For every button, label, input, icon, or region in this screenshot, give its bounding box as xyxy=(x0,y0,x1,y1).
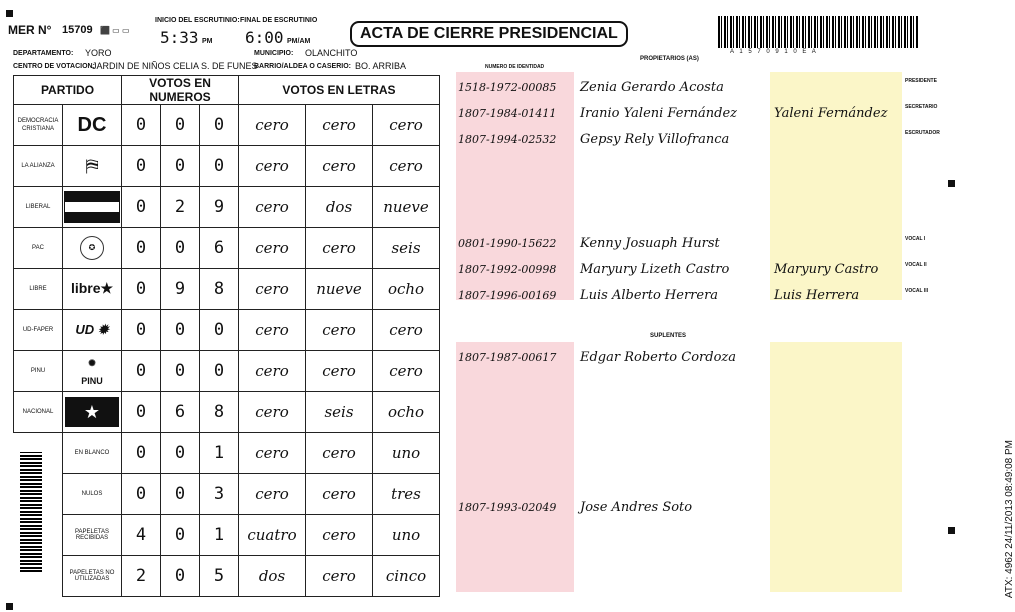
party-logo xyxy=(63,351,122,392)
row-label: VOCAL I xyxy=(905,236,926,242)
vote-digit: 0 xyxy=(122,187,161,228)
vote-word: cero xyxy=(306,556,373,597)
corner-mark xyxy=(6,10,13,17)
suplentes-label: SUPLENTES xyxy=(650,333,687,339)
ud-logo: UD ✹ xyxy=(75,322,109,337)
vote-word: cero xyxy=(306,146,373,187)
party-name: PINU xyxy=(14,351,63,392)
inicio-time: 5:33 xyxy=(160,28,199,47)
vote-word: cero xyxy=(306,474,373,515)
row-label: VOCAL III xyxy=(905,288,928,294)
party-row xyxy=(14,187,440,228)
member-id: 0801-1990-15622 xyxy=(458,237,557,250)
suplente-id: 1807-1993-02049 xyxy=(458,501,557,514)
member-signature: Luis Herrera xyxy=(774,288,860,303)
suplente-row xyxy=(458,350,736,370)
logo-text: ⬛ ▭ ▭ xyxy=(100,26,130,35)
departamento-label: DEPARTAMENTO: xyxy=(13,50,74,57)
vote-word: cero xyxy=(306,515,373,556)
departamento-value: YORO xyxy=(85,48,112,58)
col-letras: VOTOS EN LETRAS xyxy=(239,76,440,105)
member-row xyxy=(458,288,860,308)
vote-word: cero xyxy=(239,269,306,310)
final-label: FINAL DE ESCRUTINIO xyxy=(240,17,318,24)
vote-digit: 0 xyxy=(200,310,239,351)
vote-word: cuatro xyxy=(239,515,306,556)
vote-digit: 0 xyxy=(161,556,200,597)
member-name: Iranio Yaleni Fernández xyxy=(580,106,738,121)
suplente-id: 1807-1987-00617 xyxy=(458,351,557,364)
total-label: EN BLANCO xyxy=(63,433,122,474)
member-name: Kenny Josuaph Hurst xyxy=(580,236,720,251)
row-label: SECRETARIO xyxy=(905,104,938,110)
member-name: Gepsy Rely Villofranca xyxy=(580,132,730,147)
party-name: PAC xyxy=(14,228,63,269)
vote-digit: 9 xyxy=(200,187,239,228)
inicio-pm: PM xyxy=(202,38,213,45)
party-row xyxy=(14,310,440,351)
party-row xyxy=(14,269,440,310)
party-name: DEMOCRACIA CRISTIANA xyxy=(14,105,63,146)
member-id: 1807-1996-00169 xyxy=(458,289,557,302)
alianza-flag-icon: ⛿ xyxy=(85,155,99,176)
final-pm: PM/AM xyxy=(287,38,311,45)
final-time: 6:00 xyxy=(245,28,284,47)
total-row xyxy=(14,515,440,556)
vote-digit: 0 xyxy=(122,474,161,515)
votes-table xyxy=(13,75,440,597)
party-logo xyxy=(63,228,122,269)
vote-digit: 0 xyxy=(161,474,200,515)
vote-digit: 0 xyxy=(161,310,200,351)
member-signature: Maryury Castro xyxy=(774,262,879,277)
timestamp-stamp: ATX: 4962 24/11/2013 08:49:08 PM xyxy=(1004,440,1015,599)
party-logo xyxy=(63,269,122,310)
vote-digit: 0 xyxy=(200,105,239,146)
mer-label: MER N° xyxy=(8,23,52,37)
pac-seal-icon: ✪ xyxy=(80,236,104,260)
vote-digit: 0 xyxy=(122,146,161,187)
vote-word: cero xyxy=(306,105,373,146)
vote-word: ocho xyxy=(373,392,440,433)
libre-logo: libre★ xyxy=(70,280,114,296)
mer-number: 15709 xyxy=(62,24,93,36)
inicio-label: INICIO DEL ESCRUTINIO: xyxy=(155,17,240,24)
vote-word: seis xyxy=(306,392,373,433)
vote-digit: 1 xyxy=(200,433,239,474)
party-name: LIBRE xyxy=(14,269,63,310)
member-id: 1807-1984-01411 xyxy=(458,107,557,120)
centro-label: CENTRO DE VOTACION: xyxy=(13,63,95,70)
vote-word: cero xyxy=(239,474,306,515)
party-row xyxy=(14,146,440,187)
member-row xyxy=(458,132,730,152)
vote-word: cero xyxy=(373,105,440,146)
suplente-id-bg xyxy=(456,342,574,592)
barcode xyxy=(718,16,918,48)
col-numeros: VOTOS EN NUMEROS xyxy=(122,76,239,105)
party-row xyxy=(14,228,440,269)
party-name: UD-FAPER xyxy=(14,310,63,351)
vote-digit: 0 xyxy=(161,146,200,187)
total-label: PAPELETAS RECIBIDAS xyxy=(63,515,122,556)
page-title: ACTA DE CIERRE PRESIDENCIAL xyxy=(350,21,628,47)
member-name: Zenia Gerardo Acosta xyxy=(580,80,724,95)
barrio-label: BARRIO/ALDEA O CASERIO: xyxy=(254,63,351,70)
member-id: 1518-1972-00085 xyxy=(458,81,557,94)
member-id: 1807-1992-00998 xyxy=(458,263,557,276)
suplente-signature-bg xyxy=(770,342,902,592)
vote-word: nueve xyxy=(373,187,440,228)
vote-digit: 0 xyxy=(122,351,161,392)
total-row xyxy=(14,474,440,515)
party-row xyxy=(14,392,440,433)
suplente-name: Jose Andres Soto xyxy=(580,500,693,515)
vertical-barcode xyxy=(20,452,42,572)
vote-word: uno xyxy=(373,515,440,556)
vote-word: cero xyxy=(239,228,306,269)
vote-word: cero xyxy=(373,310,440,351)
vote-word: cero xyxy=(306,433,373,474)
vote-digit: 0 xyxy=(122,105,161,146)
member-id: 1807-1994-02532 xyxy=(458,133,557,146)
vote-digit: 1 xyxy=(200,515,239,556)
vote-digit: 9 xyxy=(161,269,200,310)
vote-digit: 0 xyxy=(122,433,161,474)
col-partido: PARTIDO xyxy=(14,76,122,105)
vote-digit: 4 xyxy=(122,515,161,556)
vote-word: cero xyxy=(239,105,306,146)
member-signature: Yaleni Fernández xyxy=(774,106,888,121)
corner-mark xyxy=(948,180,955,187)
vote-digit: 0 xyxy=(161,515,200,556)
barcode-text: A 1 5 7 0 9 1 0 E A xyxy=(730,49,818,55)
vote-word: nueve xyxy=(306,269,373,310)
corner-mark xyxy=(948,527,955,534)
party-logo xyxy=(63,392,122,433)
vote-word: cero xyxy=(373,146,440,187)
member-row xyxy=(458,106,888,126)
star-icon: ★ xyxy=(65,397,119,427)
vote-word: ocho xyxy=(373,269,440,310)
municipio-value: OLANCHITO xyxy=(305,48,358,58)
row-label: PRESIDENTE xyxy=(905,78,937,84)
vote-word: cero xyxy=(239,310,306,351)
dc-logo: DC xyxy=(77,113,107,136)
pinu-logo: ✺ PINU xyxy=(81,358,103,386)
vote-digit: 0 xyxy=(122,392,161,433)
member-row xyxy=(458,80,724,100)
party-row xyxy=(14,351,440,392)
vote-digit: 6 xyxy=(200,228,239,269)
vote-digit: 6 xyxy=(161,392,200,433)
vote-digit: 3 xyxy=(200,474,239,515)
vote-word: cero xyxy=(306,351,373,392)
centro-value: JARDIN DE NIÑOS CELIA S. DE FUNES xyxy=(92,61,258,71)
vote-word: uno xyxy=(373,433,440,474)
total-row xyxy=(14,433,440,474)
vote-digit: 0 xyxy=(122,269,161,310)
vote-word: dos xyxy=(306,187,373,228)
vote-word: cero xyxy=(306,228,373,269)
party-logo xyxy=(63,187,122,228)
vote-word: cero xyxy=(239,392,306,433)
row-label: ESCRUTADOR xyxy=(905,130,940,136)
party-row xyxy=(14,105,440,146)
municipio-label: MUNICIPIO: xyxy=(254,50,294,57)
vote-digit: 5 xyxy=(200,556,239,597)
vote-word: cero xyxy=(306,310,373,351)
party-name: LIBERAL xyxy=(14,187,63,228)
member-row xyxy=(458,236,720,256)
party-name: NACIONAL xyxy=(14,392,63,433)
propietarios-label: PROPIETARIOS (AS) xyxy=(640,56,699,62)
vote-word: cinco xyxy=(373,556,440,597)
vote-digit: 0 xyxy=(161,433,200,474)
total-label: PAPELETAS NO UTILIZADAS xyxy=(63,556,122,597)
numero-label: NUMERO DE IDENTIDAD xyxy=(485,64,545,70)
liberal-flag-icon xyxy=(64,191,120,223)
corner-mark xyxy=(6,603,13,610)
total-row xyxy=(14,556,440,597)
vote-digit: 2 xyxy=(122,556,161,597)
vote-digit: 0 xyxy=(122,310,161,351)
vote-word: seis xyxy=(373,228,440,269)
member-row xyxy=(458,262,879,282)
member-name: Maryury Lizeth Castro xyxy=(580,262,730,277)
member-name: Luis Alberto Herrera xyxy=(580,288,719,303)
vote-word: cero xyxy=(239,351,306,392)
suplente-row xyxy=(458,500,693,520)
party-name: LA ALIANZA xyxy=(14,146,63,187)
vote-digit: 0 xyxy=(200,146,239,187)
vote-digit: 0 xyxy=(200,351,239,392)
vote-word: cero xyxy=(239,433,306,474)
party-logo xyxy=(63,105,122,146)
party-logo xyxy=(63,146,122,187)
suplente-name: Edgar Roberto Cordoza xyxy=(580,350,736,365)
vote-word: cero xyxy=(239,187,306,228)
barrio-value: BO. ARRIBA xyxy=(355,61,407,71)
vote-digit: 0 xyxy=(161,228,200,269)
vote-word: tres xyxy=(373,474,440,515)
vote-word: cero xyxy=(373,351,440,392)
vote-digit: 2 xyxy=(161,187,200,228)
party-logo xyxy=(63,310,122,351)
total-label: NULOS xyxy=(63,474,122,515)
vote-digit: 0 xyxy=(122,228,161,269)
row-label: VOCAL II xyxy=(905,262,927,268)
vote-digit: 8 xyxy=(200,269,239,310)
vote-word: cero xyxy=(239,146,306,187)
vote-digit: 0 xyxy=(161,105,200,146)
vote-digit: 0 xyxy=(161,351,200,392)
vote-word: dos xyxy=(239,556,306,597)
vote-digit: 8 xyxy=(200,392,239,433)
